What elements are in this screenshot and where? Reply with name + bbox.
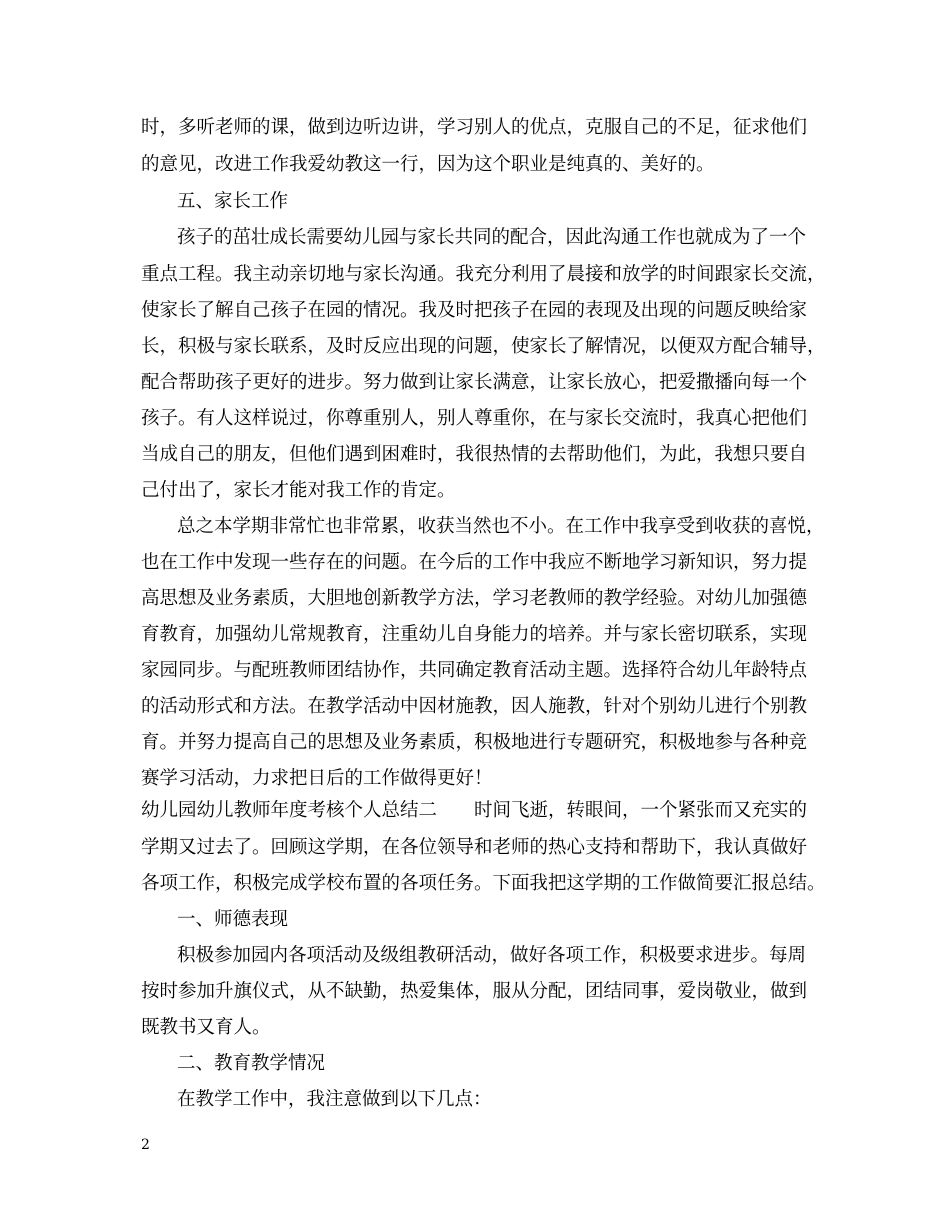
paragraph-line: 配合帮助孩子更好的进步。努力做到让家长满意，让家长放心，把爱撒播向每一个 [141, 372, 808, 393]
paragraph-line: 使家长了解自己孩子在园的情况。我及时把孩子在园的表现及出现的问题反映给家 [141, 300, 808, 321]
paragraph-line: 的活动形式和方法。在教学活动中因材施教，因人施教，针对个别幼儿进行个别教 [141, 696, 808, 717]
paragraph-line: 既教书又育人。 [141, 1017, 271, 1038]
paragraph-line: 时，多听老师的课，做到边听边讲，学习别人的优点，克服自己的不足，征求他们 [141, 117, 808, 138]
paragraph-line: 总之本学期非常忙也非常累，收获当然也不小。在工作中我享受到收获的喜悦， [177, 516, 825, 537]
paragraph-line: 高思想及业务素质，大胆地创新教学方法，学习老教师的教学经验。对幼儿加强德 [141, 588, 808, 609]
paragraph-line: 学期又过去了。回顾这学期，在各位领导和老师的热心支持和帮助下，我认真做好 [141, 837, 808, 858]
paragraph-line: 育教育，加强幼儿常规教育，注重幼儿自身能力的培养。并与家长密切联系，实现 [141, 624, 808, 645]
section-heading: 二、教育教学情况 [177, 1053, 326, 1074]
paragraph-line: 幼儿园幼儿教师年度考核个人总结二 时间飞逝，转眼间，一个紧张而又充实的 [141, 800, 808, 821]
paragraph-line: 孩子的茁壮成长需要幼儿园与家长共同的配合，因此沟通工作也就成为了一个 [177, 227, 807, 248]
paragraph-line: 当成自己的朋友，但他们遇到困难时，我很热情的去帮助他们，为此，我想只要自 [141, 444, 808, 465]
paragraph-line: 长，积极与家长联系，及时反应出现的问题，使家长了解情况，以便双方配合辅导， [141, 336, 826, 357]
paragraph-line: 各项工作，积极完成学校布置的各项任务。下面我把这学期的工作做简要汇报总结。 [141, 873, 826, 894]
section-heading: 五、家长工作 [177, 191, 289, 212]
section-heading: 一、师德表现 [177, 909, 289, 930]
paragraph-line: 赛学习活动，力求把日后的工作做得更好！ [141, 768, 493, 789]
paragraph-line: 己付出了，家长才能对我工作的肯定。 [141, 480, 456, 501]
paragraph-line: 也在工作中发现一些存在的问题。在今后的工作中我应不断地学习新知识，努力提 [141, 552, 808, 573]
paragraph-line: 按时参加升旗仪式，从不缺勤，热爱集体，服从分配，团结同事，爱岗敬业，做到 [141, 981, 808, 1002]
paragraph-line: 的意见，改进工作我爱幼教这一行，因为这个职业是纯真的、美好的。 [141, 154, 715, 175]
paragraph-line: 孩子。有人这样说过，你尊重别人，别人尊重你，在与家长交流时，我真心把他们 [141, 408, 808, 429]
paragraph-line: 在教学工作中，我注意做到以下几点： [177, 1089, 492, 1110]
paragraph-line: 家园同步。与配班教师团结协作，共同确定教育活动主题。选择符合幼儿年龄特点 [141, 660, 808, 681]
page-number: 2 [141, 1137, 150, 1153]
paragraph-line: 积极参加园内各项活动及级组教研活动，做好各项工作，积极要求进步。每周 [177, 945, 807, 966]
paragraph-line: 育。并努力提高自己的思想及业务素质，积极地进行专题研究，积极地参与各种竞 [141, 732, 808, 753]
paragraph-line: 重点工程。我主动亲切地与家长沟通。我充分利用了晨接和放学的时间跟家长交流， [141, 264, 826, 285]
